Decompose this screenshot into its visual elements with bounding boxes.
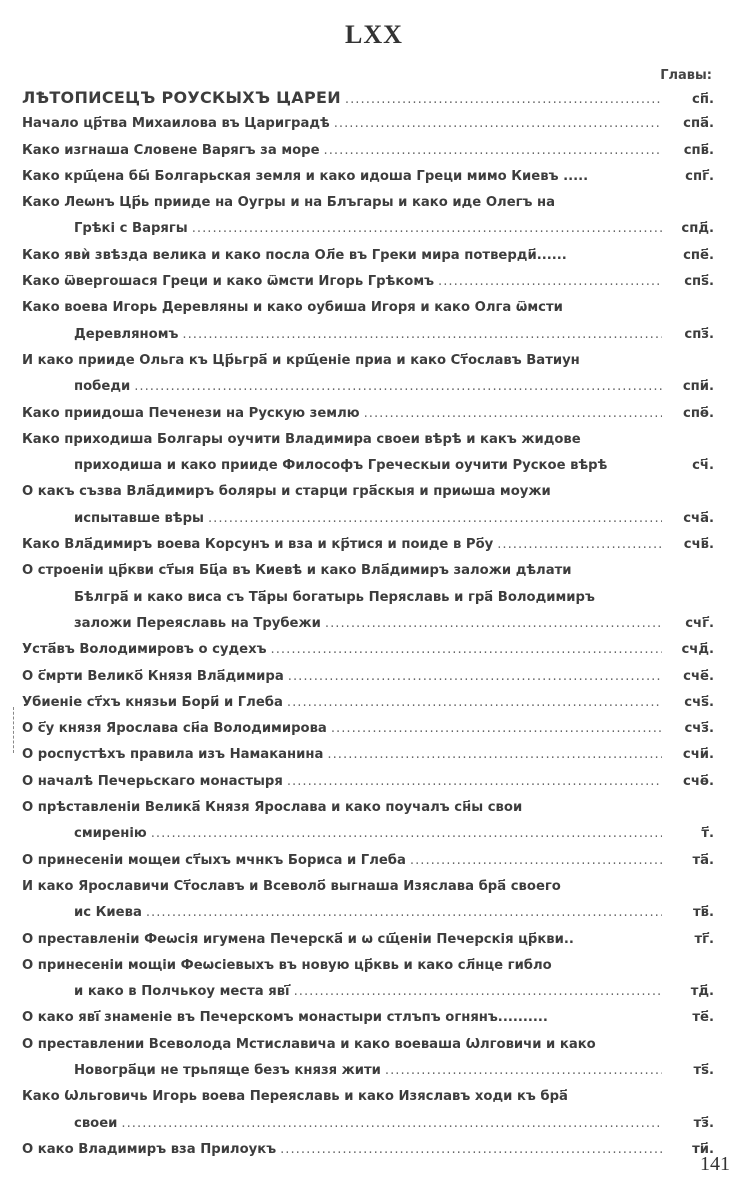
toc-entry-page: спг҃. [685, 168, 714, 184]
toc-entry [22, 900, 714, 926]
toc-entry-title: О строеніи цр҃кви ст҃ыя Бц҃а въ Киевѣ и како Вла҃димиръ заложи дѣлати [22, 563, 572, 579]
toc-entry-title: Како воева Игорь Деревляны и како оубиша Игоря и како Олга ѿмсти [22, 300, 563, 316]
dot-leader [288, 664, 662, 690]
toc-entry-page: т҃. [701, 826, 714, 842]
dot-leader [151, 821, 662, 847]
toc-entry [22, 453, 714, 479]
dot-leader [192, 216, 662, 242]
toc-entry-title: Како явѝ звѣзда велика и како посла Ол҃е въ Греки мира потверди҃...... [22, 247, 567, 263]
toc-entry-title: О с҃мрти Велико҃ Князя Вла҃димира [22, 668, 284, 684]
toc-entry [22, 401, 714, 427]
toc-entry-page: счв҃. [683, 537, 714, 553]
dot-leader [287, 769, 662, 795]
dot-leader [334, 111, 662, 137]
toc-entry [22, 374, 714, 400]
toc-entry-title: испытавше вѣры [74, 510, 204, 526]
toc-entry-title: смиренію [74, 826, 147, 842]
dot-leader [294, 979, 662, 1005]
toc-entry-title: победи [74, 379, 131, 395]
toc-entry [22, 769, 714, 795]
toc-entry [22, 716, 714, 742]
dot-leader [182, 322, 662, 348]
column-label-chapters: Главы: [660, 68, 712, 83]
dot-leader [280, 1137, 662, 1163]
toc-entry-page: спѳ҃. [683, 405, 714, 421]
toc-entry-title: ис Киева [74, 905, 142, 921]
toc-entry-title: своеи [74, 1115, 118, 1131]
toc-entry-page: спѕ҃. [684, 274, 714, 290]
toc-entry-page: тд҃. [690, 984, 714, 1000]
toc-entry-page: сп҃. [692, 92, 714, 107]
toc-entry-title: Како Леѡнъ Цр҃ь прииде на Оугры и на Блъгары и како иде Олегъ на [22, 195, 556, 211]
toc-entry-title: О какъ съзва Вла҃димиръ боляры и старци гра҃скыя и приѡша моужи [22, 484, 551, 500]
toc-entry [22, 190, 714, 216]
toc-entry-title: О роспустѣхъ правила изъ Намаканина [22, 747, 324, 763]
toc-entry [22, 795, 714, 821]
toc-entry [22, 506, 714, 532]
dot-leader [287, 690, 662, 716]
toc-entry [22, 979, 714, 1005]
toc-entry-title: и како в Полчькоу меcта яві҃ [74, 984, 290, 1000]
dot-leader [325, 611, 662, 637]
toc-heading [22, 85, 714, 111]
toc-entry [22, 164, 714, 190]
dot-leader [364, 401, 662, 427]
toc-entry-page: те҃. [692, 1010, 714, 1026]
toc-entry-title: Како приидоша Печенези на Рускую землю [22, 405, 360, 421]
toc-entry-page: спи҃. [682, 379, 714, 395]
dot-leader [121, 1111, 662, 1137]
toc-entry [22, 138, 714, 164]
toc-entry [22, 269, 714, 295]
toc-entry [22, 848, 714, 874]
toc-entry-title: Начало цр҃тва Михаилова въ Цариградѣ [22, 116, 330, 132]
toc-entry [22, 1084, 714, 1110]
toc-entry [22, 558, 714, 584]
toc-entry-title: Уста҃въ Володимировъ о судехъ [22, 642, 267, 658]
toc-entry-page: спд҃. [681, 221, 714, 237]
toc-entry-title: Како ѿвергошася Греци и како ѿмсти Игорь Грѣкомъ [22, 274, 435, 290]
dot-leader [385, 1058, 662, 1084]
dot-leader [410, 848, 662, 874]
dot-leader [497, 532, 662, 558]
toc-entry-title: О принесеніи мощіи Феѡсіевыхъ въ новую цр҃квь и како сл҃нце гибло [22, 957, 552, 973]
toc-entry [22, 1111, 714, 1137]
toc-entry-title: О преставленіи Феѡсія игумена Печерска҃ и ѡ сщ҃еніи Печерскія цр҃кви.. [22, 931, 574, 947]
toc-entry-title: И како прииде Ольга къ Цр҃ьгра҃ и крщ҃еніе приа и како Ст҃ославъ Ватиун [22, 352, 580, 368]
toc-entry [22, 874, 714, 900]
toc-entry [22, 611, 714, 637]
dot-leader [208, 506, 662, 532]
dot-leader [271, 637, 662, 663]
toc-entry [22, 1137, 714, 1163]
table-of-contents [22, 85, 714, 1163]
toc-entry-page: счг҃. [685, 615, 714, 631]
toc-entry [22, 532, 714, 558]
toc-entry [22, 111, 714, 137]
toc-entry-page: спв҃. [683, 142, 714, 158]
toc-entry [22, 427, 714, 453]
toc-entry-page: тг҃. [694, 931, 714, 947]
toc-entry-page: тѕ҃. [693, 1062, 714, 1078]
toc-entry-title: Бѣлгра҃ и како виса съ Та҃ры богатырь Перяславь и гра҃ Володимиръ [74, 589, 595, 605]
toc-entry-title: Деревляномъ [74, 326, 179, 342]
toc-entry-title: О принесеніи мощеи ст҃ыхъ мчнкъ Бориса и Глеба [22, 852, 406, 868]
toc-entry [22, 243, 714, 269]
toc-entry-title: О како яві҃ знаменіе въ Печерскомъ монастыри стлъпъ огнянъ.......... [22, 1010, 548, 1026]
toc-entry-page: спз҃. [684, 326, 714, 342]
toc-entry-page: счд҃. [681, 642, 714, 658]
toc-entry-page: сче҃. [683, 668, 714, 684]
toc-entry [22, 637, 714, 663]
toc-entry-title: заложи Переяславь на Трубежи [74, 615, 321, 631]
toc-entry-page: сча҃. [683, 510, 714, 526]
toc-entry-page: счѕ҃. [684, 694, 714, 710]
toc-entry-title: О како Владимиръ вза Прилоукъ [22, 1141, 277, 1157]
toc-entry [22, 927, 714, 953]
toc-entry [22, 821, 714, 847]
toc-entry [22, 348, 714, 374]
toc-entry [22, 1005, 714, 1031]
toc-entry-page: та҃. [692, 852, 714, 868]
toc-entry-title: Како крщ҃ена бы҃ Болгарьская земля и како идоша Греци мимо Киевъ ..... [22, 168, 589, 184]
chapter-roman-numeral: LXX [345, 20, 403, 49]
toc-entry-title: Како Вла҃димиръ воева Корсунъ и вза и кр҃тися и поиде в Ро҃у [22, 537, 494, 553]
dot-leader [327, 742, 662, 768]
toc-entry-page: сч҃. [692, 458, 714, 474]
toc-entry-title: О с҃у князя Ярослава сн҃а Володимирова [22, 721, 327, 737]
toc-entry-page: тз҃. [693, 1115, 714, 1131]
toc-entry [22, 742, 714, 768]
dot-leader [345, 87, 662, 113]
toc-entry-page: спе҃. [683, 247, 714, 263]
toc-entry [22, 322, 714, 348]
toc-entry-page: тв҃. [693, 905, 714, 921]
dot-leader [331, 716, 662, 742]
toc-entry-title: приходиша и како прииде Философъ Греческыи оучити Руское вѣрѣ [74, 458, 608, 474]
toc-entry-page: счз҃. [684, 721, 714, 737]
toc-entry-title: Новогра҃ци не трьпяще безъ князя жити [74, 1062, 381, 1078]
toc-entry-page: счѳ҃. [683, 773, 714, 789]
toc-entry-title: О преставлении Всеволода Мстиславича и како воеваша Ѡлговичи и како [22, 1036, 596, 1052]
toc-entry-page: счи҃. [682, 747, 714, 763]
dot-leader [324, 138, 662, 164]
toc-entry-title: ЛѢТОПИСЕЦЪ РОУСКЫХЪ ЦАРЕИ [22, 88, 341, 107]
toc-entry-title: Како изгнаша Словене Варягъ за море [22, 142, 320, 158]
dot-leader [438, 269, 662, 295]
toc-entry [22, 664, 714, 690]
toc-entry-title: О прѣставленіи Велика҃ Князя Ярослава и како поучалъ сн҃ы свои [22, 800, 523, 816]
toc-entry-page: спа҃. [683, 116, 714, 132]
toc-entry-title: Како Ѡльговичь Игорь воева Переяславь и како Изяславъ ходи къ бра҃ [22, 1089, 568, 1105]
toc-entry [22, 479, 714, 505]
toc-entry-title: Како приходиша Болгары оучити Владимира своеи вѣрѣ и какъ жидове [22, 431, 581, 447]
toc-entry-title: О началѣ Печерьскаго монастыря [22, 773, 283, 789]
page-number: 141 [700, 1153, 730, 1175]
toc-entry [22, 690, 714, 716]
toc-entry-page: ти҃. [692, 1141, 714, 1157]
margin-pencil-mark [13, 707, 20, 753]
toc-entry [22, 953, 714, 979]
toc-entry-title: Убиеніе ст҃хъ князьи Бори҃ и Глеба [22, 694, 283, 710]
toc-entry [22, 585, 714, 611]
toc-entry [22, 216, 714, 242]
dot-leader [146, 900, 662, 926]
dot-leader [134, 374, 662, 400]
toc-entry [22, 1032, 714, 1058]
toc-entry-title: Грѣкі с Варягы [74, 221, 188, 237]
toc-entry [22, 1058, 714, 1084]
toc-entry-title: И како Ярославичи Ст҃ославъ и Всеволо҃ выгнаша Изяслава бра҃ своего [22, 878, 561, 894]
toc-entry [22, 295, 714, 321]
